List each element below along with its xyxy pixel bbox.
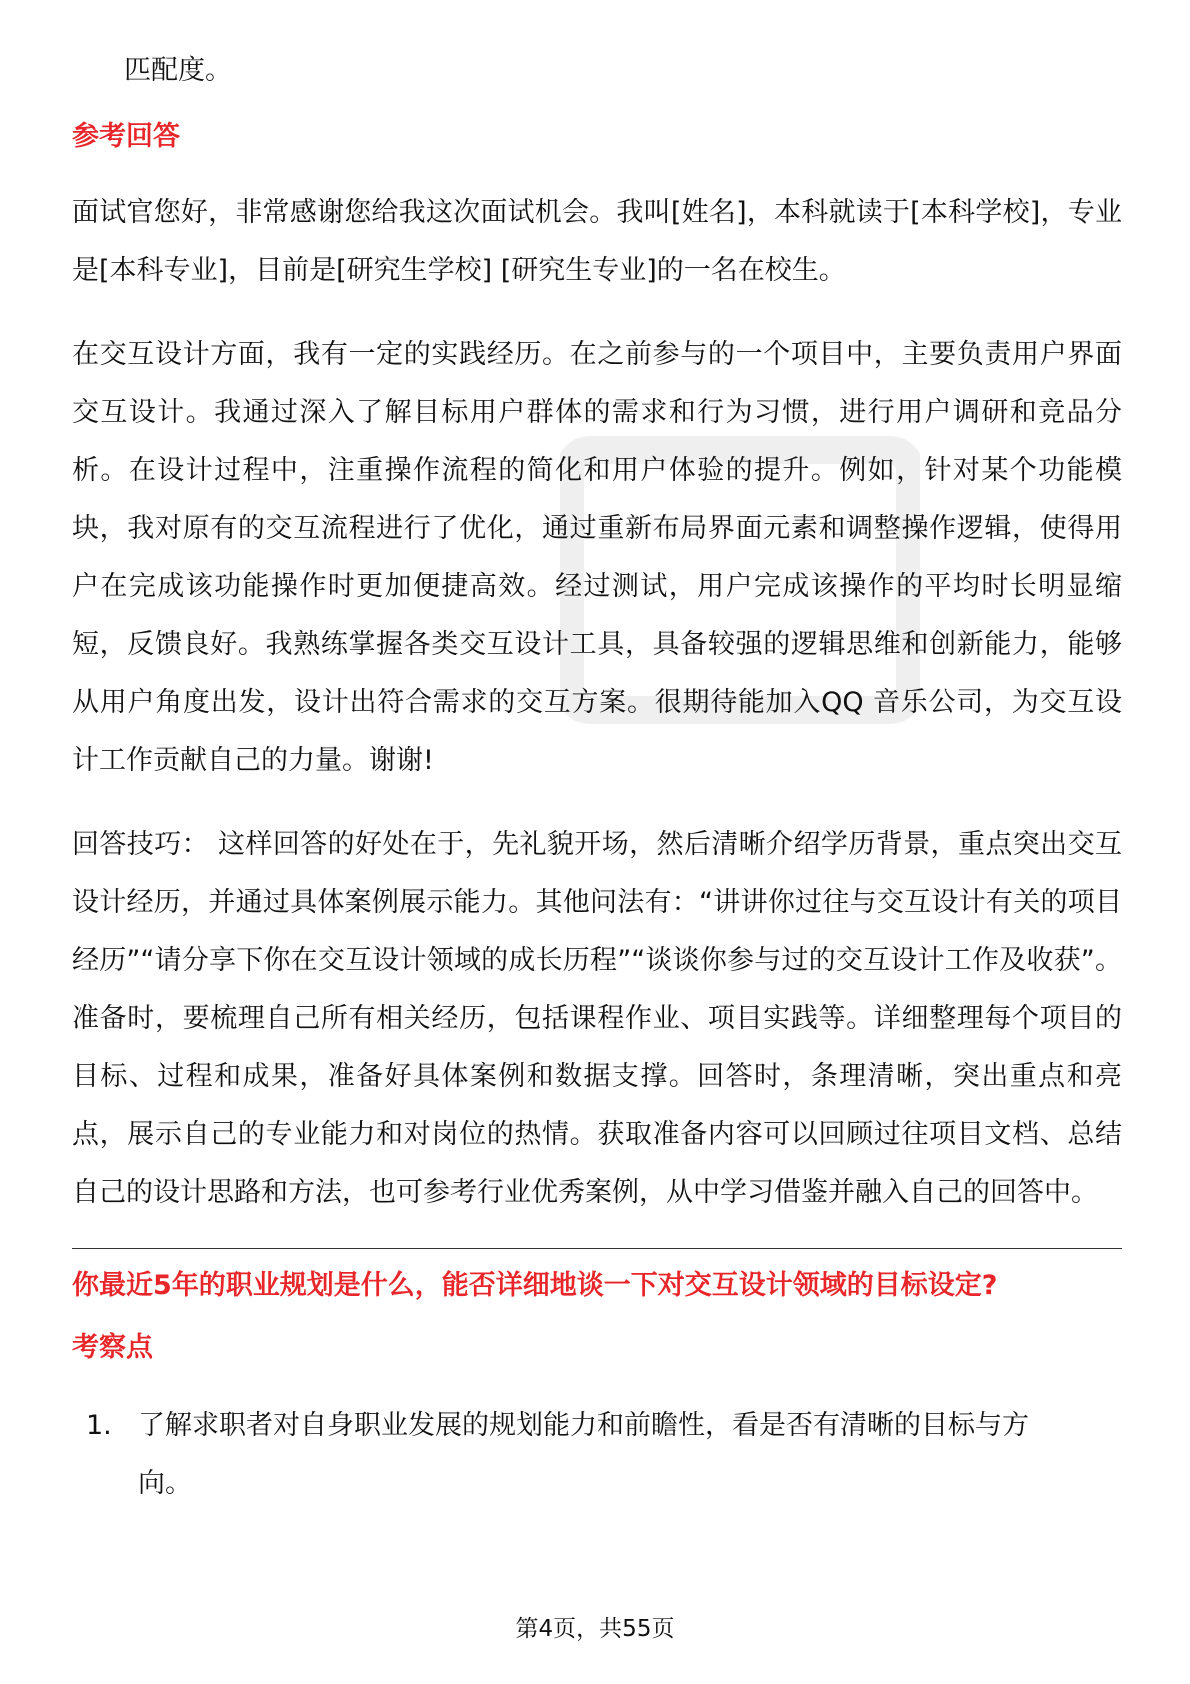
page-content xyxy=(72,42,1122,1513)
answer-paragraph-tips: 回答技巧： 这样回答的好处在于，先礼貌开场，然后清晰介绍学历背景，重点突出交互设计经历，并通过具体案例展示能力。其他问法有：“讲讲你过往与交互设计有关的项目经历”“请分享下你在交互设计领域的成长历程”“谈谈你参与过的交互设计工作及收获”。 准备时，要梳理自己所有相关经历，包括课程作业、项目实践等。详细整理每个项目的目标、过程和成果，准备好具体案例和数据支撑。回答时，条理清晰，突出重点和亮点，展示自己的专业能力和对岗位的热情。获取准备内容可以回顾过往项目文档、总结自己的设计思路和方法，也可参考行业优秀案例，从中学习借鉴并融入自己的回答中。 xyxy=(72,829,1122,1208)
question-title: 你最近5年的职业规划是什么，能否详细地谈一下对交互设计领域的目标设定? xyxy=(72,1270,998,1301)
page-footer: 第4页，共55页 xyxy=(515,1616,675,1642)
section-divider xyxy=(72,1248,1122,1249)
list-item xyxy=(72,1397,1122,1513)
focus-list xyxy=(72,1397,1122,1513)
answer-heading: 参考回答 xyxy=(72,121,180,152)
continuation-text: 匹配度。 xyxy=(124,55,232,86)
list-item-text: 了解求职者对自身职业发展的规划能力和前瞻性，看是否有清晰的目标与方向。 xyxy=(138,1410,1029,1499)
focus-heading: 考察点 xyxy=(72,1332,153,1363)
answer-paragraph-intro: 面试官您好，非常感谢您给我这次面试机会。我叫[姓名]，本科就读于[本科学校]，专业是[本科专业]，目前是[研究生学校] [研究生专业]的一名在校生。 xyxy=(72,197,1122,286)
answer-paragraph-experience: 在交互设计方面，我有一定的实践经历。在之前参与的一个项目中，主要负责用户界面交互设计。我通过深入了解目标用户群体的需求和行为习惯，进行用户调研和竞品分析。在设计过程中，注重操作流程的简化和用户体验的提升。例如，针对某个功能模块，我对原有的交互流程进行了优化，通过重新布局界面元素和调整操作逻辑，使得用户在完成该功能操作时更加便捷高效。经过测试，用户完成该操作的平均时长明显缩短，反馈良好。我熟练掌握各类交互设计工具，具备较强的逻辑思维和创新能力，能够从用户角度出发，设计出符合需求的交互方案。很期待能加入QQ 音乐公司，为交互设计工作贡献自己的力量。谢谢! xyxy=(72,339,1122,776)
list-item-number: 1. xyxy=(86,1410,112,1441)
